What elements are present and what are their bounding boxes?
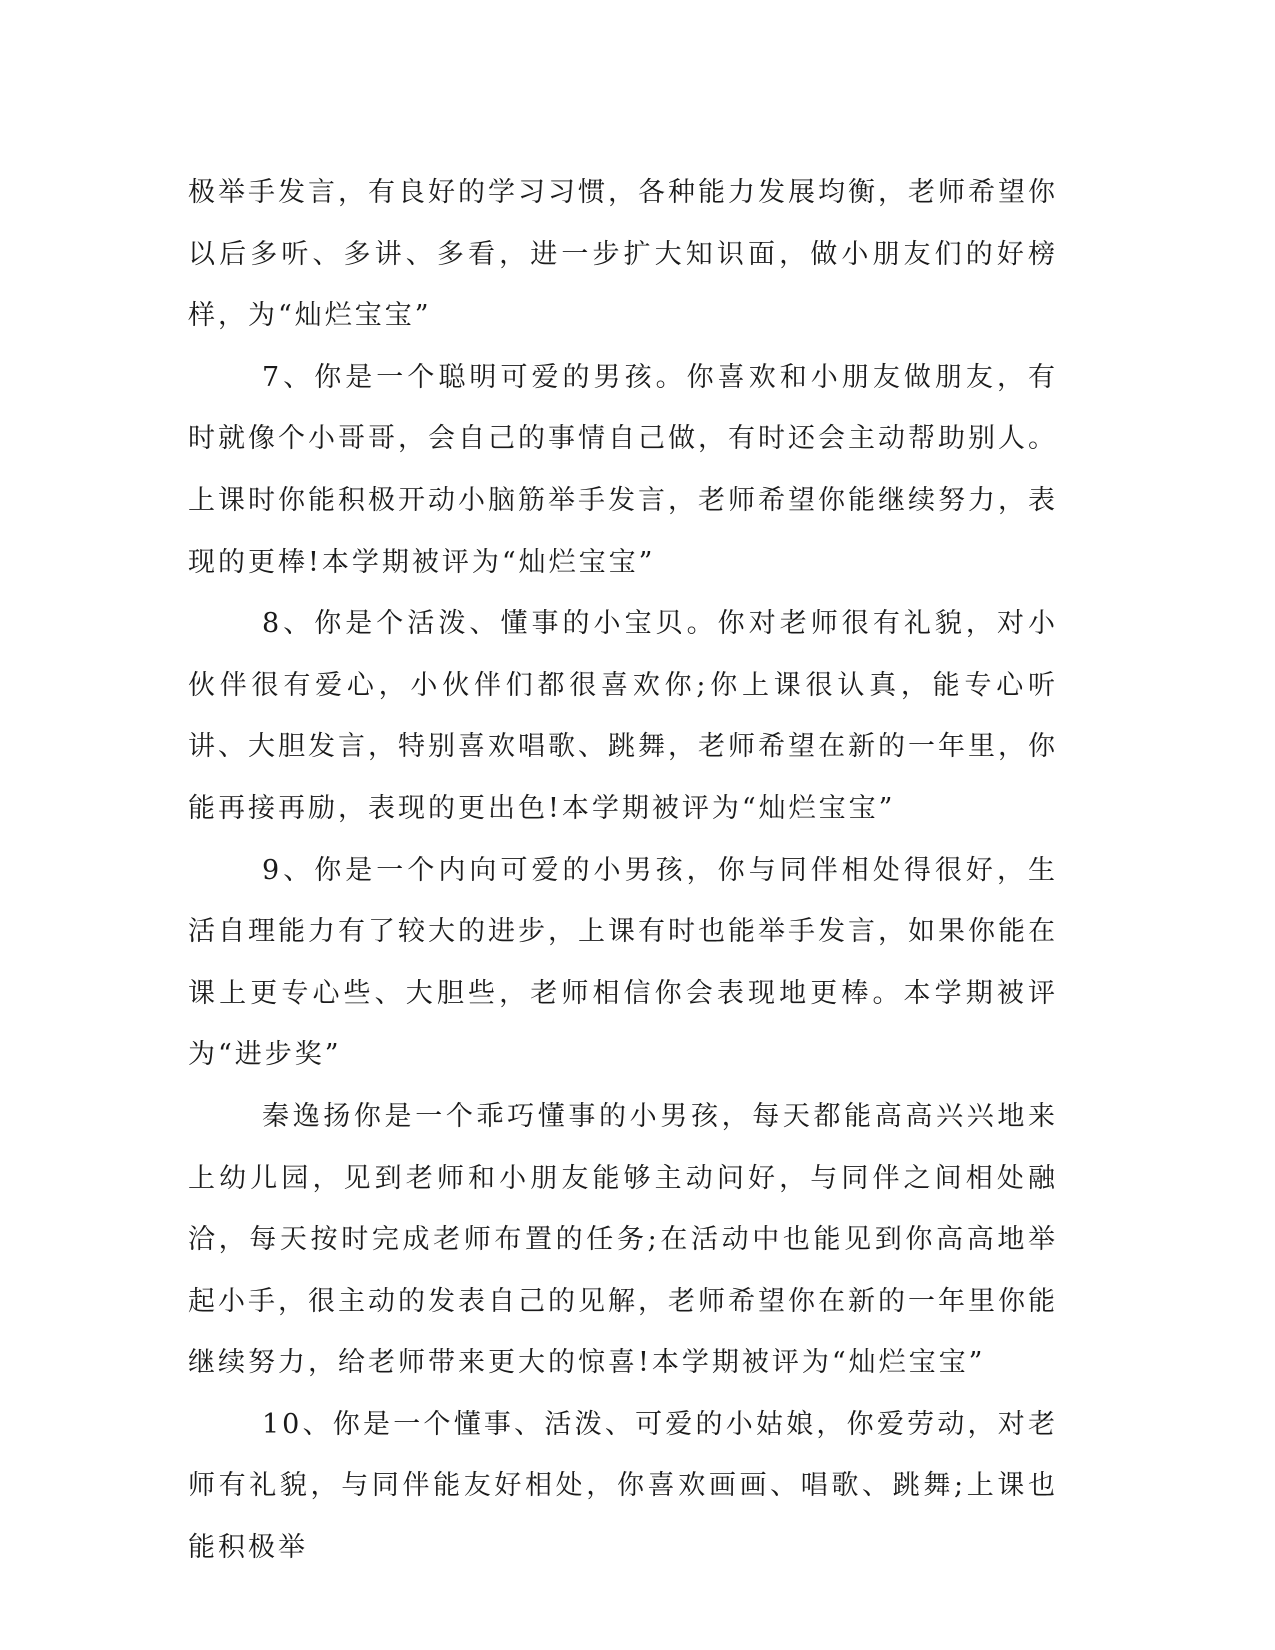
paragraph-item-7: 7、你是一个聪明可爱的男孩。你喜欢和小朋友做朋友，有时就像个小哥哥，会自己的事情自己做，有时还会主动帮助别人。上课时你能积极开动小脑筋举手发言，老师希望你能继续努力，表现的更棒!本学期被评为“灿烂宝宝” <box>188 361 1058 578</box>
paragraph-qin-yiyang: 秦逸扬你是一个乖巧懂事的小男孩，每天都能高高兴兴地来上幼儿园，见到老师和小朋友能够主动问好，与同伴之间相处融洽，每天按时完成老师布置的任务;在活动中也能见到你高高地举起小手，很主动的发表自己的见解，老师希望你在新的一年里你能继续努力，给老师带来更大的惊喜!本学期被评为“灿烂宝宝” <box>188 1100 1058 1379</box>
paragraph-item-8: 8、你是个活泼、懂事的小宝贝。你对老师很有礼貌，对小伙伴很有爱心，小伙伴们都很喜欢你;你上课很认真，能专心听讲、大胆发言，特别喜欢唱歌、跳舞，老师希望在新的一年里，你能再接再励，表现的更出色!本学期被评为“灿烂宝宝” <box>188 608 1058 824</box>
document-body <box>188 162 1058 1579</box>
paragraph-item-10: 10、你是一个懂事、活泼、可爱的小姑娘，你爱劳动，对老师有礼貌，与同伴能友好相处，你喜欢画画、唱歌、跳舞;上课也能积极举 <box>188 1408 1058 1564</box>
paragraph-item-9: 9、你是一个内向可爱的小男孩，你与同伴相处得很好，生活自理能力有了较大的进步，上课有时也能举手发言，如果你能在课上更专心些、大胆些，老师相信你会表现地更棒。本学期被评为“进步奖” <box>188 854 1058 1071</box>
paragraph-continuation: 极举手发言，有良好的学习习惯，各种能力发展均衡，老师希望你以后多听、多讲、多看，进一步扩大知识面，做小朋友们的好榜样，为“灿烂宝宝” <box>188 177 1058 332</box>
